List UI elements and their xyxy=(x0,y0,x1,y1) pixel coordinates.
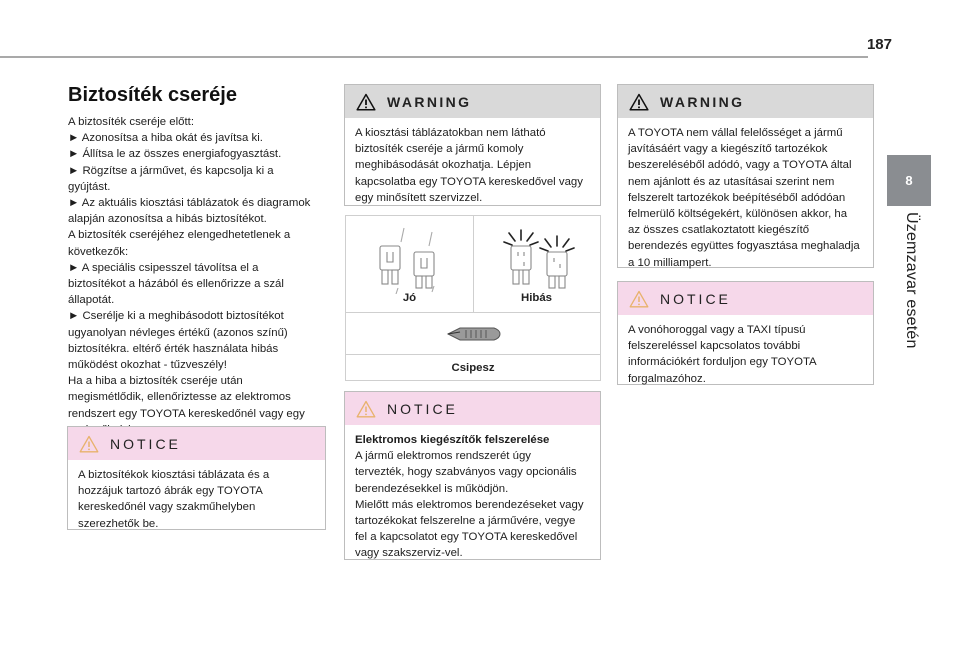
notice-triangle-icon xyxy=(629,290,649,308)
notice-line: A jármű elektromos rendszerét úgy xyxy=(355,450,531,463)
warning-line: kapcsolatba egy TOYOTA kereskedővel vagy xyxy=(355,175,583,188)
section-title: Biztosíték cseréje xyxy=(68,84,237,106)
notice-header xyxy=(68,427,325,460)
notice-title: Elektromos kiegészítők felszerelése xyxy=(355,434,550,446)
tweezers-image xyxy=(444,322,504,346)
warning-heading: WARNING xyxy=(660,93,745,110)
notice-line: tartozékokat felszerelne a járművére, vegye xyxy=(355,515,576,528)
bad-fuse-image xyxy=(501,222,585,294)
fuse-illustration xyxy=(345,215,601,381)
warning-line: biztosíték cseréje a jármű komoly xyxy=(355,143,524,156)
notice-triangle-icon xyxy=(356,400,376,418)
notice-line: információkért forduljon egy TOYOTA xyxy=(628,356,817,369)
warning-panel-unlisted-fuse xyxy=(344,84,601,206)
body-line: ► Cserélje ki a meghibásodott biztosítékot xyxy=(68,310,284,323)
body-line: A biztosíték cseréjéhez elengedhetetlenek a xyxy=(68,229,291,242)
body-line: gyújtást. xyxy=(68,180,111,193)
notice-panel-towbar-taxi xyxy=(617,281,874,385)
body-line: ► Az aktuális kiosztási táblázatok és diagramok xyxy=(68,197,311,210)
warning-line: javításáért vagy a kiegészítő tartozékok xyxy=(628,143,828,156)
notice-panel-fuse-tables xyxy=(67,426,326,530)
notice-line: berendezésekkel is működjön. xyxy=(355,482,509,495)
figure-divider xyxy=(346,312,600,313)
body-line: ugyanolyan névleges értékű (azonos színű) xyxy=(68,326,288,339)
notice-line: fel a kapcsolatot egy TOYOTA kereskedővel xyxy=(355,531,578,544)
good-fuse-label: Jó xyxy=(402,292,417,304)
notice-heading: NOTICE xyxy=(660,290,731,307)
warning-line: A TOYOTA nem vállal felelősséget a jármű xyxy=(628,127,843,139)
warning-line: az összes csatlakoztatott kiegészítő xyxy=(628,224,810,237)
body-line: működést okozhat - tűzveszély! xyxy=(68,359,227,372)
notice-body xyxy=(618,315,873,387)
warning-line: egy minősített szervizzel. xyxy=(355,191,483,204)
warning-line: felszerelt tartozékok beépítéséből adódóan xyxy=(628,191,846,204)
notice-heading: NOTICE xyxy=(110,435,181,452)
warning-line: A kiosztási táblázatokban nem látható xyxy=(355,127,546,139)
body-line: következők: xyxy=(68,245,129,258)
body-line: Ha a hiba a biztosíték cseréje után xyxy=(68,375,243,388)
notice-line: tervezték, hogy szabványos vagy opcionális xyxy=(355,466,577,479)
notice-line: szerezhetők be. xyxy=(78,517,159,530)
body-line: ► Azonosítsa a hiba okát és javítsa ki. xyxy=(68,132,263,145)
warning-line: meghibásodását okozhatja. Lépjen xyxy=(355,159,532,172)
notice-heading: NOTICE xyxy=(387,400,458,417)
warning-line: a 10 milliampert. xyxy=(628,256,712,269)
body-line: ► A speciális csipesszel távolítsa el a xyxy=(68,261,259,274)
notice-line: forgalmazóhoz. xyxy=(628,372,706,385)
notice-body xyxy=(345,425,600,562)
notice-line: A biztosítékok kiosztási táblázata és a xyxy=(78,469,270,481)
body-line: ► Állítsa le az összes energiafogyasztást. xyxy=(68,148,282,161)
warning-triangle-icon xyxy=(629,93,649,111)
top-rule xyxy=(0,56,868,58)
warning-line: beszereléséből adódó, vagy a TOYOTA által xyxy=(628,159,852,172)
warning-panel-liability xyxy=(617,84,874,268)
good-fuse-image xyxy=(374,222,450,294)
notice-line: hozzájuk tartozó ábrák egy TOYOTA xyxy=(78,485,263,498)
body-line: A biztosíték cseréje előtt: xyxy=(68,116,194,128)
notice-panel-electrical-accessories xyxy=(344,391,601,560)
section-body xyxy=(68,114,330,438)
warning-heading: WARNING xyxy=(387,93,472,110)
notice-line: Mielőtt más elektromos berendezéseket vagy xyxy=(355,498,584,511)
tweezers-label: Csipesz xyxy=(451,362,495,374)
body-line: biztosítékra. eltérő érték használata hibás xyxy=(68,342,279,355)
chapter-label: Üzemzavar esetén xyxy=(903,212,920,349)
body-line: rendszert egy TOYOTA kereskedőnél vagy egy xyxy=(68,407,305,420)
body-line: állapotát. xyxy=(68,294,115,307)
warning-line: berendezés együttes fogyasztása meghaladja xyxy=(628,240,860,253)
warning-body xyxy=(345,118,600,206)
warning-line: nem ajánlott és az utasításai szerint nem xyxy=(628,175,835,188)
notice-line: kereskedőnél vagy szakműhelyben xyxy=(78,501,256,514)
notice-triangle-icon xyxy=(79,435,99,453)
body-line: megismétlődik, ellenőriztesse az elektromos xyxy=(68,391,291,404)
body-line: ► Rögzítse a járművet, és kapcsolja ki a xyxy=(68,164,274,177)
warning-triangle-icon xyxy=(356,93,376,111)
notice-header xyxy=(345,392,600,425)
chapter-number: 8 xyxy=(905,173,913,188)
notice-line: A vonóhoroggal vagy a TAXI típusú xyxy=(628,324,806,336)
page-number: 187 xyxy=(866,36,892,53)
notice-body xyxy=(68,460,325,532)
body-line: alapján azonosítsa a hibás biztosítékot. xyxy=(68,213,267,226)
figure-divider xyxy=(346,354,600,355)
warning-line: felmerülő költségekért, különösen akkor, ha xyxy=(628,208,848,221)
warning-body xyxy=(618,118,873,271)
fuse-replacement-section xyxy=(68,84,330,438)
chapter-tab[interactable] xyxy=(887,155,931,206)
body-line: biztosítékot a házából és ellenőrizze a szál xyxy=(68,278,284,291)
notice-header xyxy=(618,282,873,315)
bad-fuse-label: Hibás xyxy=(520,292,553,304)
notice-line: vagy szakszerviz-vel. xyxy=(355,547,463,560)
notice-line: felszereléssel kapcsolatos további xyxy=(628,340,801,353)
warning-header xyxy=(345,85,600,118)
warning-header xyxy=(618,85,873,118)
